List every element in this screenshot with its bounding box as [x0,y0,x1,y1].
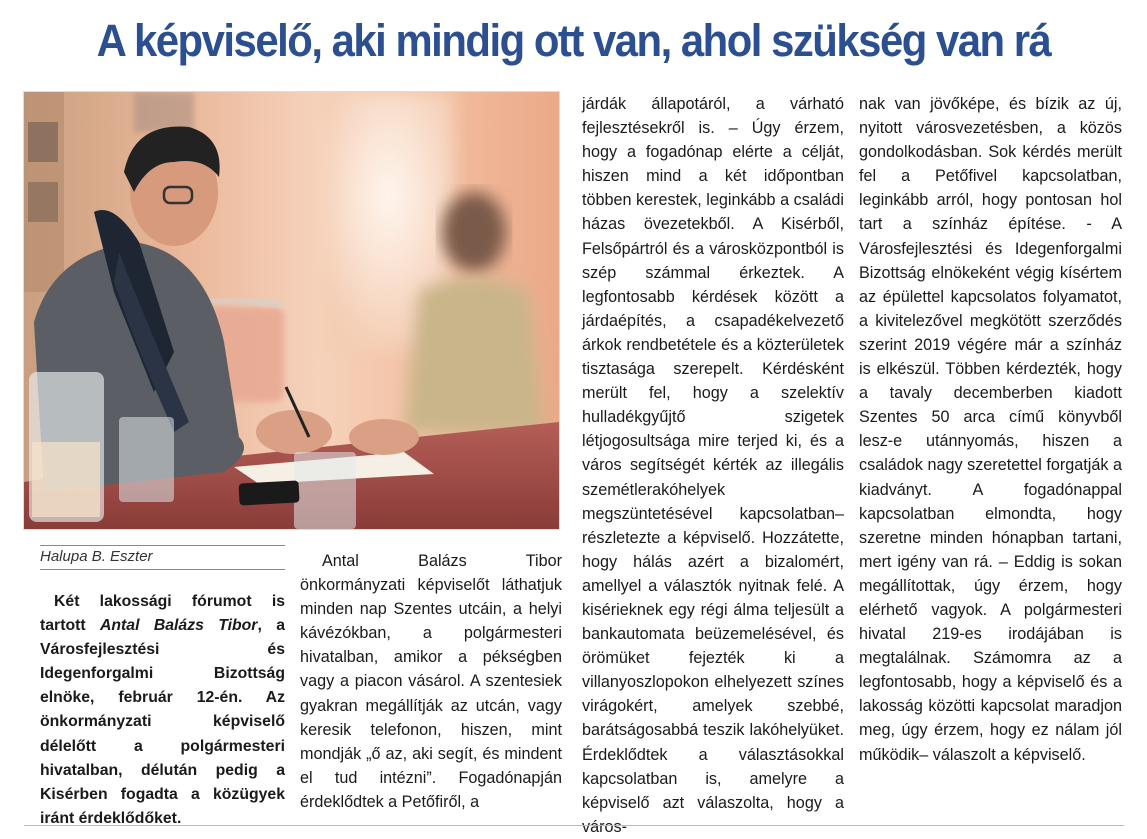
photo-illustration [24,92,559,529]
lead-paragraph [40,590,285,831]
column-3-text: járdák állapotáról, a várható fejlesztésekről is. – Úgy érzem, hogy a fogadónap elérte a célját, hiszen mind a két időpontban többen kerestek, leginkább a családi házas övezetekből. A Kisérből, Felsőpártról és a városközpontból is szép számmal érkeztek. A legfontosabb kérdések között a járdaépítés, a csapadékelvezető árkok rendbetétele és a közterületek tisztasága szerepelt. Kérdésként merült fel, hogy a szelektív hulladékgyűjtő szigetek létjogosultsága mire terjed ki, és a város segítségét kérték az illegális szemétlerakóhelyek megszüntetésével kapcsolatban– részletezte a képviselő. Hozzátette, hogy hálás azért a bizalomért, amellyel a választók nyitnak felé. A kisérieknek egy régi álma teljesült a bankautomata beüzemelésével, és örömüket fejezték ki a villanyoszlopokon elhelyezett színes virágokért, amelyek szebbé, barátságosabbá teszik lakóhelyüket. Érdeklődtek a választásokkal kapcsolatban is, amelyre a képviselő azt válaszolta, hogy a város- [582,95,844,836]
bottom-rule [24,825,1124,826]
page-title: A képviselő, aki mindig ott van, ahol szükség van rá [96,15,1051,66]
article-photo [24,92,559,529]
lead-text-start: Két lakossági fórumot is tartott [40,593,285,635]
column-2-text: Antal Balázs Tibor önkormányzati képviselőt láthatjuk minden nap Szentes utcáin, a helyi kávézókban, a polgármesteri hivatalban, amikor a pékségben vagy a piacon vásárol. A szentesiek gyakran megállítják az utcán, vagy keresik telefonon, hiszen, mint mondják „ő az, aki segít, és mindent el tud intézni”. Fogadónapján érdeklődtek a Petőfiről, a [300,552,562,811]
article-column-3 [582,92,844,839]
column-4-text: nak van jövőképe, és bízik az új, nyitott városvezetésben, a közös gondolkodásban. Sok kérdés merült fel a Petőfivel kapcsolatban, leginkább arról, hogy pontosan hol tart a színház építése. - A Városfejlesztési és Idegenforgalmi Bizottság elnökeként végig kísértem az épülettel kapcsolatos folyamatot, a kivitelezővel megkötött szerződés szerint 2019 végére már a színház is elkészül. Többen kérdezték, hogy a tavaly decemberben kiadott Szentes 50 arca című könyvből lesz-e utánnyomás, hiszen a családok nagy szeretettel forgatják a kiadványt. A fogadónappal kapcsolatban elmondta, hogy szeretne minden hónapban tartani, mert igény van rá. – Eddig is sokan megállítottak, úgy érzem, hogy elérhető vagyok. A polgármesteri hivatal 219-es irodájában is megtalálnak. Számomra az a legfontosabb, hogy a képviselő és a lakosság közötti kapcsolat maradjon meg, úgy érzem, hogy ez nálam jól működik– válaszolt a képviselő. [859,95,1122,764]
lead-text-end: , a Városfejlesztési és Idegenforgalmi Bizottság elnöke, február 12-én. Az önkormányzati képviselő délelőtt a polgármesteri hivatalban, délután pedig a Kisérben fogadta a közügyek iránt érdeklődőket. [40,617,285,827]
byline: Halupa B. Eszter [40,548,285,570]
article-column-2 [300,549,562,814]
byline-rule [40,545,285,546]
lead-name: Antal Balázs Tibor [99,617,258,635]
article-column-4 [859,92,1122,767]
